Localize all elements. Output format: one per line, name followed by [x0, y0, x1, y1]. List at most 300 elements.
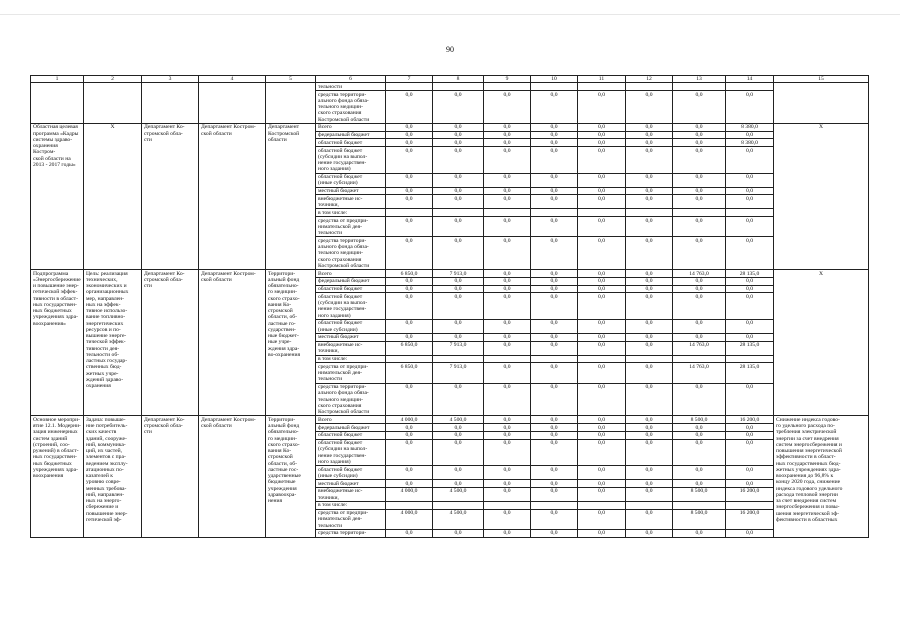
amount-cell: 28 135,0 [726, 341, 774, 355]
amount-cell: 8 500,0 [673, 509, 726, 529]
amount-cell: 14 763,0 [673, 341, 726, 355]
funding-source-cell: Всего [316, 416, 386, 424]
amount-cell: 0,0 [626, 217, 673, 237]
amount-cell: 0,0 [531, 187, 578, 195]
amount-cell: 0,0 [673, 173, 726, 187]
amount-cell: 0,0 [626, 383, 673, 416]
amount-cell: 0,0 [484, 333, 531, 341]
amount-cell: 0,0 [386, 529, 433, 537]
amount-cell: 0,0 [578, 217, 626, 237]
amount-cell: 0,0 [626, 131, 673, 139]
amount-cell: 0,0 [484, 285, 531, 293]
amount-cell: 0,0 [433, 424, 484, 432]
executor-cell: Департамент Костромской области [266, 123, 316, 269]
amount-cell: 0,0 [433, 131, 484, 139]
page-number: 90 [446, 45, 454, 54]
amount-cell [726, 209, 774, 217]
amount-cell: 0,0 [484, 383, 531, 416]
amount-cell: 0,0 [578, 509, 626, 529]
amount-cell: 7 913,0 [433, 341, 484, 355]
amount-cell: 0,0 [578, 431, 626, 439]
amount-cell: 0,0 [386, 187, 433, 195]
expected-result-cell: Снижение индекса годово- го удельного расхода по- требления электрической энергии за счет внедрения систем энергосбережения и повышения энергетической эффективности в облаcт- ных государственных бюд- жетных учреждениях здра- воохранения до 96,8% к концу 2020 года, снижение индекса годового удельного расхода тепловой энергии за счет внедрения систем энергосбережения и повы- шения энергетической эф- фективности в областных [774, 416, 869, 537]
amount-cell: 0,0 [531, 424, 578, 432]
amount-cell: 0,0 [531, 439, 578, 466]
funding-source-cell: областной бюджет [316, 285, 386, 293]
amount-cell: 0,0 [433, 333, 484, 341]
amount-cell: 4 500,0 [433, 487, 484, 501]
column-number: 11 [578, 76, 626, 83]
amount-cell [433, 209, 484, 217]
amount-cell: 0,0 [531, 217, 578, 237]
amount-cell: 0,0 [386, 319, 433, 333]
amount-cell: 0,0 [626, 416, 673, 424]
amount-cell: 0,0 [673, 195, 726, 209]
amount-cell: 16 200,0 [726, 509, 774, 529]
funding-source-cell: федеральный бюджет [316, 277, 386, 285]
amount-cell: 0,0 [386, 139, 433, 147]
funding-source-cell: местный бюджет [316, 480, 386, 488]
amount-cell: 0,0 [578, 341, 626, 355]
amount-cell: 0,0 [386, 431, 433, 439]
amount-cell [626, 501, 673, 509]
coordinator-cell: Департамент Костром- ской области [199, 123, 266, 269]
column-number: 7 [386, 76, 433, 83]
amount-cell: 0,0 [726, 285, 774, 293]
amount-cell [433, 355, 484, 363]
column-number: 6 [316, 76, 386, 83]
amount-cell: 0,0 [626, 333, 673, 341]
amount-cell: 0,0 [433, 277, 484, 285]
amount-cell: 0,0 [626, 195, 673, 209]
amount-cell: 0,0 [626, 487, 673, 501]
amount-cell [673, 501, 726, 509]
amount-cell [673, 355, 726, 363]
funding-source-cell: средства территори- ального фонда обяза- тельного медицин- ского страхования Костромской области [316, 91, 386, 124]
amount-cell: 0,0 [626, 431, 673, 439]
carryover-row [31, 83, 869, 91]
amount-cell: 8 380,0 [726, 139, 774, 147]
funding-source-cell: Всего [316, 270, 386, 278]
funding-source-cell: местный бюджет [316, 187, 386, 195]
amount-cell: 0,0 [531, 293, 578, 320]
amount-cell: 0,0 [531, 285, 578, 293]
funding-source-cell: областной бюджет (субсидии на выпол- нение государствен- ного задания) [316, 439, 386, 466]
amount-cell: 0,0 [726, 383, 774, 416]
amount-cell: 8 500,0 [673, 487, 726, 501]
amount-cell: 0,0 [484, 187, 531, 195]
amount-cell: 4 000,0 [386, 416, 433, 424]
column-number-row [31, 76, 869, 83]
amount-cell: 0,0 [726, 147, 774, 174]
amount-cell [484, 501, 531, 509]
amount-cell: 0,0 [726, 173, 774, 187]
amount-cell: 0,0 [484, 131, 531, 139]
amount-cell: 0,0 [386, 131, 433, 139]
amount-cell: 0,0 [484, 487, 531, 501]
amount-cell: 0,0 [673, 187, 726, 195]
amount-cell: 0,0 [626, 285, 673, 293]
amount-cell: 0,0 [578, 529, 626, 537]
amount-cell: 0,0 [626, 270, 673, 278]
funding-source-cell: областной бюджет (субсидии на выпол- нение государствен- ного задания) [316, 147, 386, 174]
funding-source-cell: областной бюджет (иные субсидии) [316, 319, 386, 333]
amount-cell: 0,0 [484, 480, 531, 488]
amount-cell: 0,0 [386, 173, 433, 187]
amount-cell: 0,0 [433, 187, 484, 195]
amount-cell [531, 209, 578, 217]
amount-cell: 0,0 [673, 123, 726, 131]
amount-cell: 0,0 [626, 277, 673, 285]
amount-cell: 0,0 [626, 480, 673, 488]
funding-source-cell: областной бюджет (иные субсидии) [316, 173, 386, 187]
amount-cell: 0,0 [386, 91, 433, 124]
amount-cell: 0,0 [673, 480, 726, 488]
amount-cell: 0,0 [484, 509, 531, 529]
amount-cell: 0,0 [531, 466, 578, 480]
amount-cell: 0,0 [578, 91, 626, 124]
amount-cell: 4 000,0 [386, 509, 433, 529]
amount-cell: 0,0 [531, 529, 578, 537]
funding-source-cell: областной бюджет (субсидии на выпол- нение государствен- ного задания) [316, 293, 386, 320]
amount-cell: 0,0 [578, 439, 626, 466]
amount-cell: 0,0 [484, 439, 531, 466]
amount-cell: 0,0 [726, 333, 774, 341]
amount-cell: 0,0 [531, 341, 578, 355]
amount-cell: 0,0 [433, 383, 484, 416]
amount-cell: 0,0 [433, 466, 484, 480]
amount-cell: 0,0 [578, 237, 626, 270]
amount-cell: 6 850,0 [386, 341, 433, 355]
column-number: 2 [84, 76, 142, 83]
amount-cell: 0,0 [531, 123, 578, 131]
amount-cell: 0,0 [531, 416, 578, 424]
executor-cell: Территори- альный фонд обязательно- го медицин- ского страхо- вания Ко- стромской области, об- ластные гос- ударственные бюджетные учреждения здравоохра- нения [266, 416, 316, 537]
funding-source-cell: в том числе: [316, 209, 386, 217]
amount-cell: 0,0 [626, 147, 673, 174]
funding-source-cell: внебюджетные ис- точники, [316, 341, 386, 355]
amount-cell: 0,0 [626, 319, 673, 333]
amount-cell: 0,0 [484, 139, 531, 147]
scan-artifact [0, 14, 900, 15]
amount-cell: 0,0 [386, 147, 433, 174]
amount-cell: 0,0 [726, 431, 774, 439]
amount-cell: 0,0 [386, 333, 433, 341]
amount-cell: 0,0 [386, 293, 433, 320]
amount-cell: 0,0 [433, 439, 484, 466]
amount-cell: 0,0 [433, 237, 484, 270]
amount-cell [386, 501, 433, 509]
amount-cell: 0,0 [626, 509, 673, 529]
amount-cell: 0,0 [386, 277, 433, 285]
funding-source-cell: в том числе: [316, 501, 386, 509]
amount-cell: 0,0 [484, 529, 531, 537]
amount-cell: 0,0 [531, 173, 578, 187]
amount-cell: 0,0 [626, 424, 673, 432]
amount-cell: 4 500,0 [433, 509, 484, 529]
amount-cell: 0,0 [484, 217, 531, 237]
goal-cell: Цель: реализация технических, экономических и организационных мер, направлен- ных на эффек- тивное использо- вание топливно- энергетических ресурсов и по- вышение энерге- тической эффек- тивности дея- тельности об- ластных государ- ственных бюд- жетных учре- ждений здраво- охранения [84, 270, 142, 416]
column-number: 1 [31, 76, 84, 83]
amount-cell: 0,0 [484, 173, 531, 187]
executor-cell: Территори- альный фонд обязательно- го медицин- ского страхо- вания Ко- стромской области, об- ластные го- сударствен- ные бюджет- ные учре- ждения здра- во-охранения [266, 270, 316, 416]
amount-cell: 7 913,0 [433, 270, 484, 278]
amount-cell: 0,0 [726, 319, 774, 333]
amount-cell: 0,0 [386, 217, 433, 237]
amount-cell: 0,0 [531, 237, 578, 270]
amount-cell: 0,0 [531, 147, 578, 174]
amount-cell: 0,0 [484, 424, 531, 432]
funding-row [31, 270, 869, 278]
amount-cell: 0,0 [578, 480, 626, 488]
amount-cell: 0,0 [484, 237, 531, 270]
amount-cell: 0,0 [578, 424, 626, 432]
amount-cell: 0,0 [531, 319, 578, 333]
amount-cell: 0,0 [484, 195, 531, 209]
amount-cell [578, 209, 626, 217]
amount-cell [386, 209, 433, 217]
column-number: 5 [266, 76, 316, 83]
amount-cell: 0,0 [578, 173, 626, 187]
amount-cell: 0,0 [626, 466, 673, 480]
funding-source-cell: средства территори- ального фонда обяза- тельного медицин- ского страхования Костромской области [316, 383, 386, 416]
amount-cell: 0,0 [386, 466, 433, 480]
amount-cell: 7 913,0 [433, 363, 484, 383]
amount-cell: 0,0 [578, 466, 626, 480]
funding-source-cell: Всего [316, 123, 386, 131]
amount-cell: 0,0 [578, 333, 626, 341]
amount-cell: 0,0 [626, 91, 673, 124]
column-number: 9 [484, 76, 531, 83]
amount-cell: 28 135,0 [726, 363, 774, 383]
funding-source-cell: средства территори- ального фонда обяза- тельного медицин- ского страхования Костромской области [316, 237, 386, 270]
amount-cell [726, 355, 774, 363]
amount-cell: 0,0 [673, 277, 726, 285]
amount-cell: 0,0 [386, 383, 433, 416]
amount-cell: 8 380,0 [726, 123, 774, 131]
column-number: 3 [142, 76, 199, 83]
amount-cell: 0,0 [726, 237, 774, 270]
amount-cell: 0,0 [673, 431, 726, 439]
coordinator-cell: Департамент Костром- ской области [199, 270, 266, 416]
amount-cell: 0,0 [484, 123, 531, 131]
amount-cell: 0,0 [531, 270, 578, 278]
funding-row [31, 416, 869, 424]
customer-cell: Департамент Ко- стромской обла- сти [142, 416, 199, 537]
amount-cell: 0,0 [531, 363, 578, 383]
amount-cell: 14 763,0 [673, 270, 726, 278]
amount-cell [531, 355, 578, 363]
amount-cell [673, 209, 726, 217]
amount-cell [484, 355, 531, 363]
funding-source-cell: средства территори- [316, 529, 386, 537]
amount-cell: 0,0 [531, 383, 578, 416]
amount-cell: 0,0 [726, 131, 774, 139]
amount-cell: 0,0 [626, 237, 673, 270]
amount-cell: 0,0 [484, 270, 531, 278]
expected-result-cell: Х [774, 123, 869, 269]
amount-cell: 14 763,0 [673, 363, 726, 383]
amount-cell: 0,0 [484, 341, 531, 355]
amount-cell: 0,0 [626, 187, 673, 195]
amount-cell: 0,0 [673, 424, 726, 432]
amount-cell: 0,0 [484, 363, 531, 383]
amount-cell: 0,0 [726, 424, 774, 432]
amount-cell: 0,0 [386, 285, 433, 293]
amount-cell: 0,0 [578, 187, 626, 195]
amount-cell: 0,0 [386, 237, 433, 270]
amount-cell: 4 000,0 [386, 487, 433, 501]
amount-cell: 0,0 [673, 131, 726, 139]
amount-cell: 0,0 [673, 439, 726, 466]
amount-cell: 0,0 [726, 293, 774, 320]
amount-cell: 0,0 [578, 139, 626, 147]
funding-row [31, 123, 869, 131]
amount-cell: 0,0 [673, 237, 726, 270]
amount-cell: 0,0 [578, 123, 626, 131]
amount-cell: 0,0 [578, 277, 626, 285]
amount-cell: 0,0 [386, 123, 433, 131]
amount-cell: 0,0 [531, 431, 578, 439]
amount-cell: 0,0 [484, 416, 531, 424]
amount-cell: 4 500,0 [433, 416, 484, 424]
amount-cell: 0,0 [433, 319, 484, 333]
amount-cell: 0,0 [726, 195, 774, 209]
amount-cell: 0,0 [433, 217, 484, 237]
amount-cell: 16 200,0 [726, 487, 774, 501]
amount-cell: 0,0 [726, 466, 774, 480]
amount-cell [726, 501, 774, 509]
amount-cell [626, 355, 673, 363]
amount-cell: 0,0 [626, 173, 673, 187]
customer-cell: Департамент Ко- стромской обла- сти [142, 270, 199, 416]
column-number: 10 [531, 76, 578, 83]
amount-cell: 0,0 [673, 91, 726, 124]
amount-cell: 0,0 [531, 277, 578, 285]
funding-source-cell: средства от предпри- нимательской дея- тельности [316, 217, 386, 237]
amount-cell: 0,0 [626, 293, 673, 320]
funding-source-cell: местный бюджет [316, 333, 386, 341]
amount-cell: 0,0 [626, 529, 673, 537]
funding-source-cell: внебюджетные ис- точники, [316, 487, 386, 501]
amount-cell: 0,0 [673, 333, 726, 341]
amount-cell: 0,0 [484, 466, 531, 480]
amount-cell: 0,0 [484, 91, 531, 124]
amount-cell: 0,0 [578, 487, 626, 501]
amount-cell: 0,0 [673, 466, 726, 480]
amount-cell: 0,0 [531, 131, 578, 139]
program-name-cell: Подпрограмма «Энергосбережение и повышение энер- гетической эффек- тивности в област- ных государствен- ных бюджетных учреждениях здра- воохранения» [31, 270, 84, 416]
amount-cell: 0,0 [531, 480, 578, 488]
program-name-cell: Областная целевая программа «Кадры системы здраво- охранения Костром- ской области на 2013 - 2017 годы» [31, 123, 84, 269]
amount-cell: 0,0 [578, 270, 626, 278]
amount-cell: 0,0 [626, 139, 673, 147]
funding-source-cell: областной бюджет (иные субсидии) [316, 466, 386, 480]
funding-source-cell: в том числе: [316, 355, 386, 363]
amount-cell: 0,0 [386, 439, 433, 466]
amount-cell: 0,0 [578, 363, 626, 383]
amount-cell: 0,0 [484, 277, 531, 285]
amount-cell: 0,0 [673, 217, 726, 237]
amount-cell: 0,0 [726, 439, 774, 466]
funding-source-cell: федеральный бюджет [316, 424, 386, 432]
funding-source-cell: областной бюджет [316, 431, 386, 439]
amount-cell: 6 850,0 [386, 363, 433, 383]
amount-cell: 0,0 [433, 123, 484, 131]
column-number: 14 [726, 76, 774, 83]
funding-source-cell: внебюджетные ис- точники, [316, 195, 386, 209]
amount-cell: 16 200,0 [726, 416, 774, 424]
funding-source-cell: средства от предпри- нимательской дея- тельности [316, 509, 386, 529]
amount-cell: 0,0 [578, 319, 626, 333]
amount-cell: 0,0 [531, 509, 578, 529]
program-name-cell: Основное меропри- ятие 12.1. Модерни- зация инженерных систем зданий (строений, соо- ружений) в област- ных государствен- ных бюджетных учреждениях здра- воохранения [31, 416, 84, 537]
amount-cell: 0,0 [578, 195, 626, 209]
amount-cell: 0,0 [531, 195, 578, 209]
amount-cell: 0,0 [673, 285, 726, 293]
amount-cell: 0,0 [433, 529, 484, 537]
column-number: 8 [433, 76, 484, 83]
expected-result-cell: Х [774, 270, 869, 416]
customer-cell: Департамент Ко- стромской обла- сти [142, 123, 199, 269]
amount-cell: 0,0 [726, 529, 774, 537]
amount-cell: 0,0 [433, 480, 484, 488]
amount-cell: 0,0 [626, 341, 673, 355]
amount-cell: 0,0 [578, 383, 626, 416]
goal-cell: Х [84, 123, 142, 269]
funding-source-cell: федеральный бюджет [316, 131, 386, 139]
column-number: 15 [774, 76, 869, 83]
amount-cell: 0,0 [578, 293, 626, 320]
amount-cell: 0,0 [433, 173, 484, 187]
amount-cell: 0,0 [531, 139, 578, 147]
amount-cell: 0,0 [433, 285, 484, 293]
amount-cell: 0,0 [673, 383, 726, 416]
budget-table [30, 75, 869, 538]
column-number: 13 [673, 76, 726, 83]
amount-cell: 0,0 [673, 139, 726, 147]
amount-cell: 0,0 [578, 416, 626, 424]
amount-cell: 0,0 [433, 139, 484, 147]
amount-cell: 0,0 [433, 91, 484, 124]
amount-cell: 0,0 [531, 91, 578, 124]
amount-cell: 0,0 [386, 195, 433, 209]
amount-cell [531, 501, 578, 509]
amount-cell: 0,0 [578, 131, 626, 139]
funding-source-cell: средства от предпри- нимательской дея- тельности [316, 363, 386, 383]
amount-cell: 0,0 [386, 424, 433, 432]
amount-cell: 0,0 [626, 439, 673, 466]
amount-cell: 0,0 [433, 431, 484, 439]
amount-cell [484, 209, 531, 217]
funding-source-cell: областной бюджет [316, 139, 386, 147]
amount-cell: 0,0 [673, 147, 726, 174]
amount-cell: 6 850,0 [386, 270, 433, 278]
amount-cell: 0,0 [726, 480, 774, 488]
amount-cell: 0,0 [484, 431, 531, 439]
amount-cell: 0,0 [673, 529, 726, 537]
amount-cell: 0,0 [626, 363, 673, 383]
amount-cell: 0,0 [726, 217, 774, 237]
amount-cell [386, 355, 433, 363]
amount-cell [433, 501, 484, 509]
column-number: 4 [199, 76, 266, 83]
amount-cell: 0,0 [726, 91, 774, 124]
column-number: 12 [626, 76, 673, 83]
amount-cell: 0,0 [673, 319, 726, 333]
amount-cell: 0,0 [673, 293, 726, 320]
amount-cell: 28 135,0 [726, 270, 774, 278]
